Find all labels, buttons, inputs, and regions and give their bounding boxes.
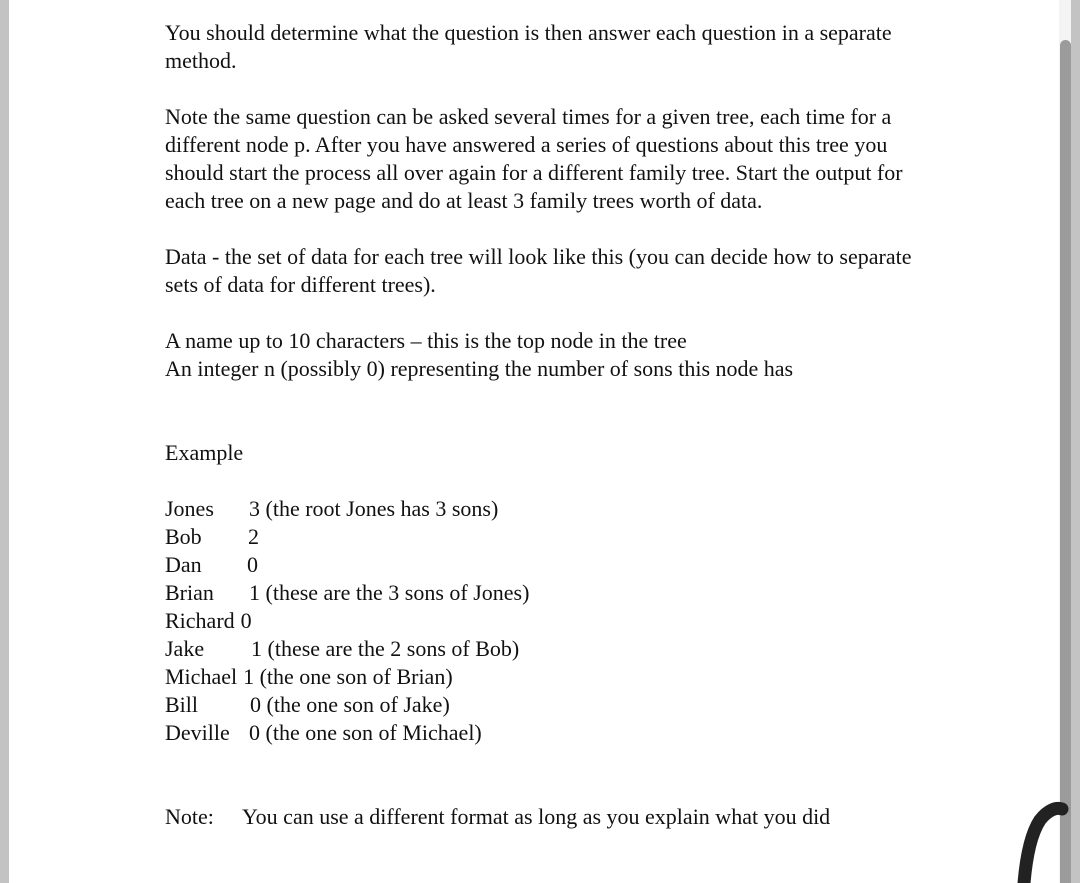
example-value: 0 (the one son of Michael) bbox=[249, 720, 482, 745]
example-value: 0 bbox=[247, 552, 258, 577]
example-name: Richard bbox=[165, 608, 235, 633]
example-value: 0 bbox=[240, 608, 252, 633]
note-label: Note: bbox=[165, 804, 214, 829]
example-row bbox=[165, 663, 925, 691]
example-row bbox=[165, 523, 925, 551]
paragraph-instructions: You should determine what the question is then answer each question in a separate method. bbox=[165, 20, 892, 73]
example-list bbox=[165, 495, 925, 747]
example-row bbox=[165, 607, 925, 635]
scrollbar-thumb[interactable] bbox=[1060, 40, 1071, 883]
example-value: 1 (the one son of Brian) bbox=[243, 664, 453, 689]
paragraph-repeat-questions: Note the same question can be asked several times for a given tree, each time for a different node p. After you have answered a series of questions about this tree you should start the process all over again for a different family tree. Start the output for each tree on a new page and do at least 3 family trees worth of data. bbox=[165, 104, 903, 213]
example-heading: Example bbox=[165, 440, 244, 465]
example-value: 2 bbox=[248, 524, 259, 549]
example-value: 1 (these are the 3 sons of Jones) bbox=[249, 580, 530, 605]
example-name: Bill bbox=[165, 692, 199, 717]
example-row bbox=[165, 635, 925, 663]
example-name: Dan bbox=[165, 552, 202, 577]
example-row bbox=[165, 691, 925, 719]
example-name: Jake bbox=[165, 636, 205, 661]
example-row bbox=[165, 551, 925, 579]
example-row bbox=[165, 579, 925, 607]
example-row bbox=[165, 495, 925, 523]
note-line bbox=[165, 803, 925, 831]
example-name: Bob bbox=[165, 524, 202, 549]
example-row bbox=[165, 719, 925, 747]
example-name: Deville bbox=[165, 720, 230, 745]
note-text: You can use a different format as long as you explain what you did bbox=[242, 804, 831, 829]
format-line-integer: An integer n (possibly 0) representing the number of sons this node has bbox=[165, 356, 794, 381]
example-value: 3 (the root Jones has 3 sons) bbox=[249, 496, 499, 521]
format-line-name: A name up to 10 characters – this is the top node in the tree bbox=[165, 328, 687, 353]
document-body bbox=[165, 19, 925, 831]
pen-stroke-mark bbox=[1000, 790, 1080, 883]
example-value: 1 (these are the 2 sons of Bob) bbox=[251, 636, 520, 661]
example-name: Jones bbox=[165, 496, 214, 521]
left-page-border bbox=[0, 0, 9, 883]
example-value: 0 (the one son of Jake) bbox=[250, 692, 450, 717]
example-name: Michael bbox=[165, 664, 238, 689]
paragraph-data-format: Data - the set of data for each tree will look like this (you can decide how to separate sets of data for different trees). bbox=[165, 244, 912, 297]
example-name: Brian bbox=[165, 580, 214, 605]
right-window-border bbox=[1071, 0, 1080, 883]
